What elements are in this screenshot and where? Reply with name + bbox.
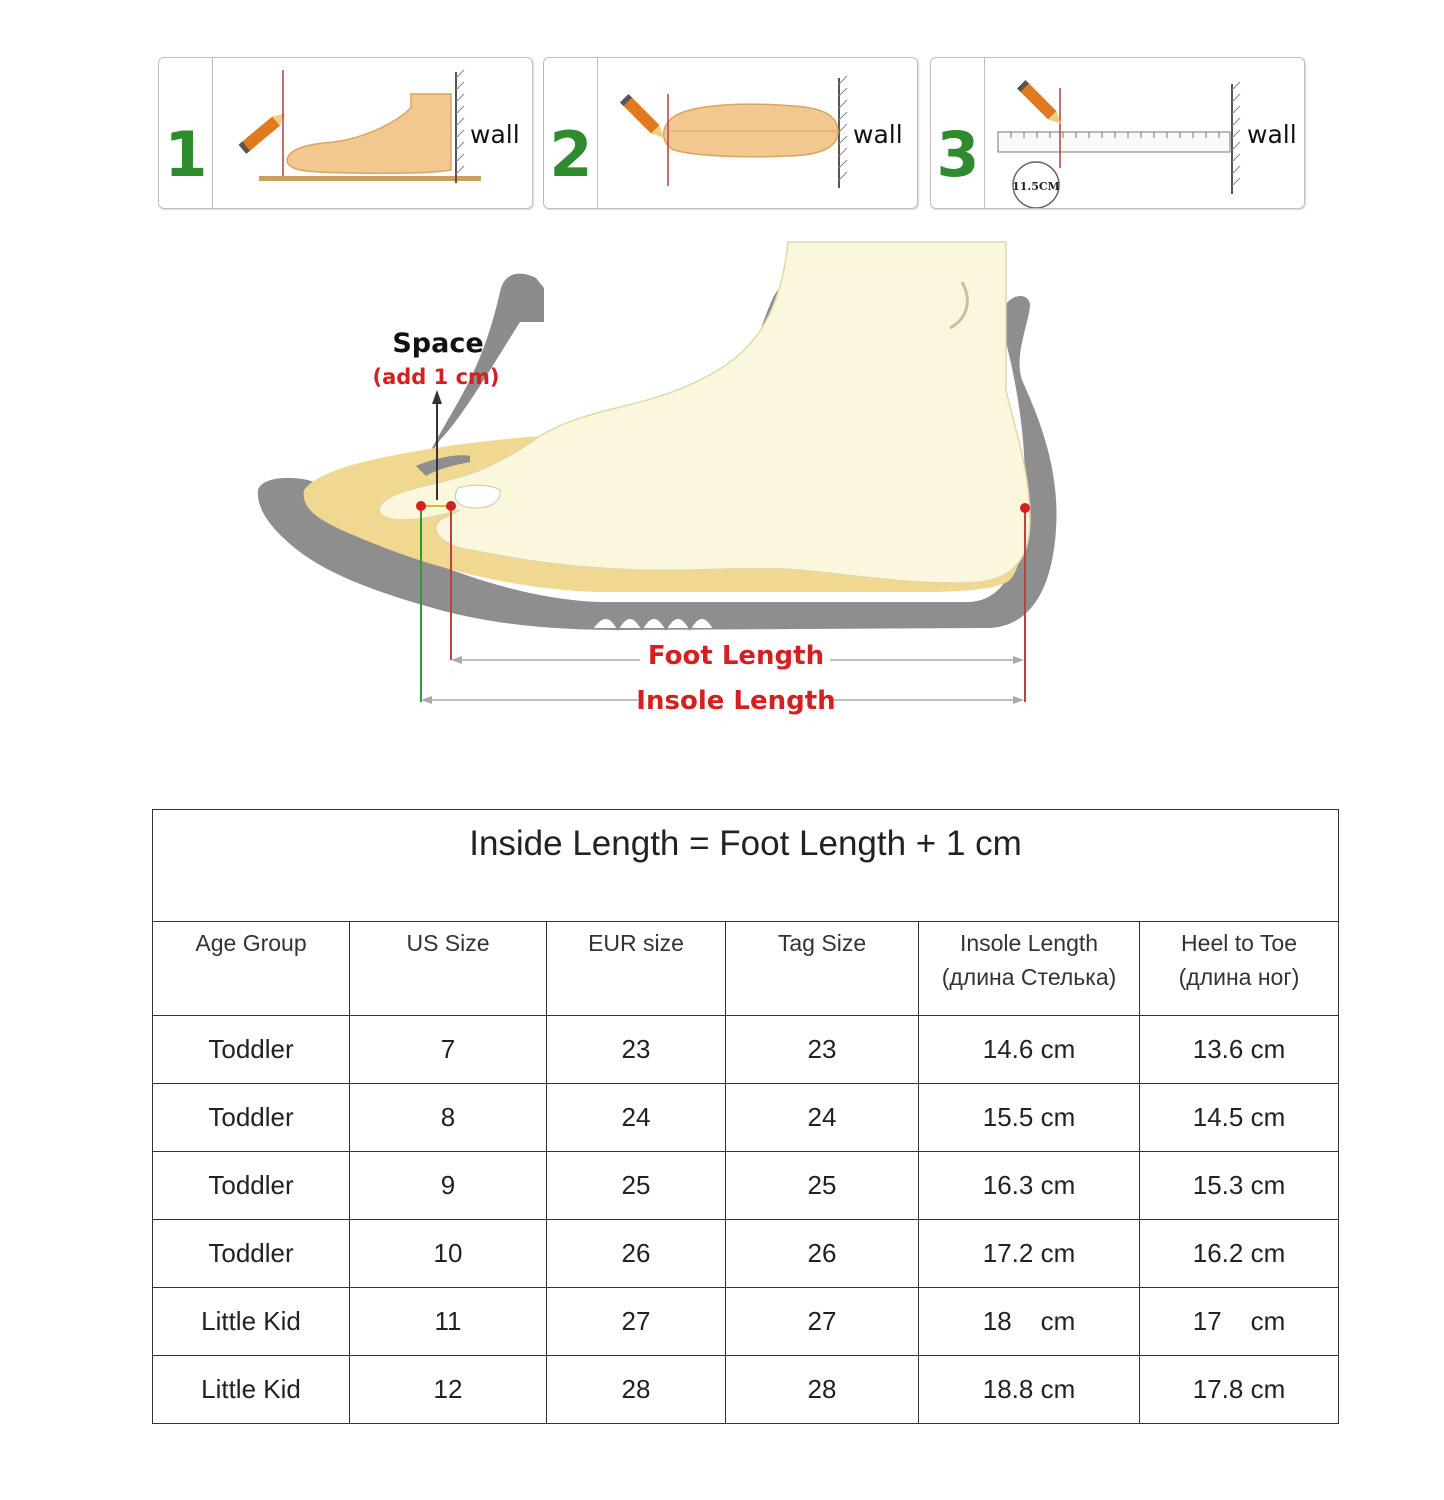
- table-header-row: [153, 922, 1339, 1016]
- cell-age-group: Toddler: [153, 1152, 350, 1220]
- step-number: 1: [164, 118, 208, 191]
- table-row: [153, 1016, 1339, 1084]
- cell-heel-to-toe: 14.5 cm: [1140, 1084, 1339, 1152]
- cell-eur-size: 28: [547, 1356, 726, 1424]
- cell-eur-size: 25: [547, 1152, 726, 1220]
- table-row: [153, 1356, 1339, 1424]
- table-title: Inside Length = Foot Length + 1 cm: [153, 810, 1339, 922]
- cell-heel-to-toe: 17 cm: [1140, 1288, 1339, 1356]
- cell-insole-length: 14.6 cm: [919, 1016, 1140, 1084]
- cell-age-group: Toddler: [153, 1016, 350, 1084]
- foot: [379, 242, 1030, 583]
- cell-age-group: Little Kid: [153, 1356, 350, 1424]
- cell-tag-size: 27: [726, 1288, 919, 1356]
- wall-label: wall: [853, 120, 903, 149]
- space-label: Space: [392, 328, 484, 359]
- header-tag-size: Tag Size: [726, 922, 919, 1016]
- header-heel-to-toe: Heel to Toe (длина ног): [1140, 922, 1339, 1016]
- cell-age-group: Toddler: [153, 1084, 350, 1152]
- cell-eur-size: 23: [547, 1016, 726, 1084]
- cell-heel-to-toe: 17.8 cm: [1140, 1356, 1339, 1424]
- header-insole-length: Insole Length (длина Стелька): [919, 922, 1140, 1016]
- cell-tag-size: 23: [726, 1016, 919, 1084]
- cell-insole-length: 18 cm: [919, 1288, 1140, 1356]
- cell-age-group: Toddler: [153, 1220, 350, 1288]
- insole-length-label: Insole Length: [636, 686, 836, 716]
- step-panel-3: [930, 57, 1305, 209]
- step-panel-1: [158, 57, 533, 209]
- step-number: 3: [936, 118, 980, 191]
- cell-heel-to-toe: 15.3 cm: [1140, 1152, 1339, 1220]
- cell-heel-to-toe: 16.2 cm: [1140, 1220, 1339, 1288]
- wall-label: wall: [470, 120, 520, 149]
- wall-label: wall: [1247, 120, 1297, 149]
- step-panel-2: [543, 57, 918, 209]
- cell-us-size: 8: [350, 1084, 547, 1152]
- ruler-callout: 11.5CM: [1012, 180, 1060, 193]
- space-note: (add 1 cm): [372, 365, 500, 389]
- header-eur-size: EUR size: [547, 922, 726, 1016]
- cell-tag-size: 24: [726, 1084, 919, 1152]
- cell-age-group: Little Kid: [153, 1288, 350, 1356]
- cell-us-size: 11: [350, 1288, 547, 1356]
- cell-us-size: 12: [350, 1356, 547, 1424]
- cell-us-size: 10: [350, 1220, 547, 1288]
- table-row: [153, 1084, 1339, 1152]
- cell-insole-length: 17.2 cm: [919, 1220, 1140, 1288]
- cell-tag-size: 26: [726, 1220, 919, 1288]
- cell-tag-size: 25: [726, 1152, 919, 1220]
- cell-us-size: 7: [350, 1016, 547, 1084]
- size-chart-table: [152, 809, 1339, 1424]
- table-row: [153, 1152, 1339, 1220]
- header-us-size: US Size: [350, 922, 547, 1016]
- shoe-measurement-diagram: [140, 230, 1140, 730]
- cell-insole-length: 16.3 cm: [919, 1152, 1140, 1220]
- cell-insole-length: 18.8 cm: [919, 1356, 1140, 1424]
- table-row: [153, 1220, 1339, 1288]
- cell-eur-size: 27: [547, 1288, 726, 1356]
- cell-us-size: 9: [350, 1152, 547, 1220]
- cell-insole-length: 15.5 cm: [919, 1084, 1140, 1152]
- cell-heel-to-toe: 13.6 cm: [1140, 1016, 1339, 1084]
- step-number: 2: [549, 118, 593, 191]
- cell-eur-size: 26: [547, 1220, 726, 1288]
- table-row: [153, 1288, 1339, 1356]
- cell-eur-size: 24: [547, 1084, 726, 1152]
- cell-tag-size: 28: [726, 1356, 919, 1424]
- header-age-group: Age Group: [153, 922, 350, 1016]
- foot-length-label: Foot Length: [647, 641, 825, 671]
